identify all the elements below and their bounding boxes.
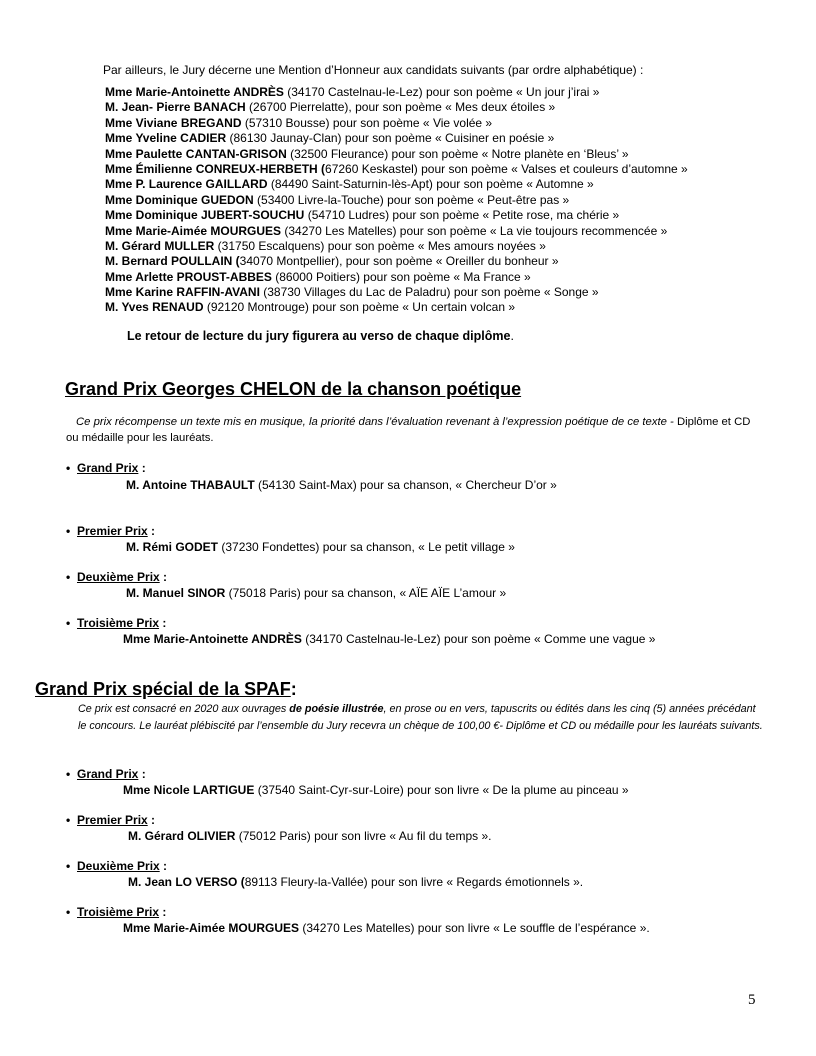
list-item: M. Gérard MULLER (31750 Escalquens) pour son poème « Mes amours noyées » — [105, 238, 546, 253]
prize-label-first: • Premier Prix : — [66, 524, 156, 538]
list-item: Mme Dominique JUBERT-SOUCHU (54710 Ludres) pour son poème « Petite rose, ma chérie » — [105, 208, 620, 223]
winner-entry: M. Manuel SINOR (75018 Paris) pour sa chanson, « AÏE AÏE L’amour » — [126, 586, 507, 600]
prize-label-second: • Deuxième Prix : — [66, 859, 168, 873]
list-item: Mme P. Laurence GAILLARD (84490 Saint-Saturnin-lès-Apt) pour son poème « Automne » — [105, 177, 594, 192]
prize-label-second: • Deuxième Prix : — [66, 570, 168, 584]
list-item: M. Jean- Pierre BANACH (26700 Pierrelatte), pour son poème « Mes deux étoiles » — [105, 100, 556, 115]
list-item: Mme Viviane BREGAND (57310 Bousse) pour son poème « Vie volée » — [105, 115, 493, 130]
list-item: Mme Dominique GUEDON (53400 Livre-la-Touche) pour son poème « Peut-être pas » — [105, 192, 570, 207]
intro-text: Par ailleurs, le Jury décerne une Mention d’Honneur aux candidats suivants (par ordre alphabétique) : — [103, 63, 644, 77]
section-description-spaf: Ce prix est consacré en 2020 aux ouvrages de poésie illustrée, en prose ou en vers, tapuscrits ou édités dans les cinq (5) années précédant le concours. Le lauréat plébiscité par l’ensemble du Jury recevra un chèque de 100,00 €- Diplôme et CD ou médaille pour les lauréats suivants. — [78, 703, 763, 732]
prize-label-grand: • Grand Prix : — [66, 461, 146, 475]
list-item: Mme Yveline CADIER (86130 Jaunay-Clan) pour son poème « Cuisiner en poésie » — [105, 131, 555, 146]
section-title-spaf: Grand Prix spécial de la SPAF: — [35, 679, 297, 699]
list-item: Mme Marie-Antoinette ANDRÈS (34170 Castelnau-le-Lez) pour son poème « Un jour j’irai » — [105, 85, 600, 99]
winner-entry: Mme Marie-Aimée MOURGUES (34270 Les Matelles) pour son livre « Le souffle de l’espérance ». — [123, 921, 650, 935]
list-item: M. Bernard POULLAIN (34070 Montpellier), pour son poème « Oreiller du bonheur » — [105, 254, 559, 269]
prize-label-grand: • Grand Prix : — [66, 767, 146, 781]
list-item: Mme Karine RAFFIN-AVANI (38730 Villages du Lac de Paladru) pour son poème « Songe » — [105, 285, 599, 300]
list-item: Mme Paulette CANTAN-GRISON (32500 Fleurance) pour son poème « Notre planète en ‘Bleus’ » — [105, 146, 629, 161]
prize-label-third: • Troisième Prix : — [66, 905, 167, 919]
prize-label-first: • Premier Prix : — [66, 813, 156, 827]
section-description-chelon: Ce prix récompense un texte mis en musique, la priorité dans l’évaluation revenant à l’expression poétique de ce texte - Diplôme et CD ou médaille pour les lauréats. — [66, 416, 751, 444]
prize-label-third: • Troisième Prix : — [66, 616, 167, 630]
page-number: 5 — [748, 992, 756, 1008]
winner-entry: M. Gérard OLIVIER (75012 Paris) pour son livre « Au fil du temps ». — [128, 829, 492, 843]
winner-entry: M. Jean LO VERSO (89113 Fleury-la-Vallée) pour son livre « Regards émotionnels ». — [128, 875, 584, 889]
winner-entry: Mme Marie-Antoinette ANDRÈS (34170 Castelnau-le-Lez) pour son poème « Comme une vague » — [123, 632, 656, 646]
winner-entry: Mme Nicole LARTIGUE (37540 Saint-Cyr-sur-Loire) pour son livre « De la plume au pinceau » — [123, 783, 629, 797]
winner-entry: M. Antoine THABAULT (54130 Saint-Max) pour sa chanson, « Chercheur D’or » — [126, 478, 557, 492]
jury-feedback-note: Le retour de lecture du jury figurera au verso de chaque diplôme. — [127, 329, 514, 343]
winner-entry: M. Rémi GODET (37230 Fondettes) pour sa chanson, « Le petit village » — [126, 540, 515, 554]
section-title-chelon: Grand Prix Georges CHELON de la chanson poétique — [65, 379, 522, 399]
list-item: Mme Émilienne CONREUX-HERBETH (67260 Keskastel) pour son poème « Valses et couleurs d’automne » — [105, 161, 688, 176]
honor-mentions-list — [105, 85, 688, 316]
list-item: Mme Marie-Aimée MOURGUES (34270 Les Matelles) pour son poème « La vie toujours recommencée » — [105, 223, 668, 238]
list-item: Mme Arlette PROUST-ABBES (86000 Poitiers) pour son poème « Ma France » — [105, 269, 531, 284]
list-item: M. Yves RENAUD (92120 Montrouge) pour son poème « Un certain volcan » — [105, 300, 516, 315]
